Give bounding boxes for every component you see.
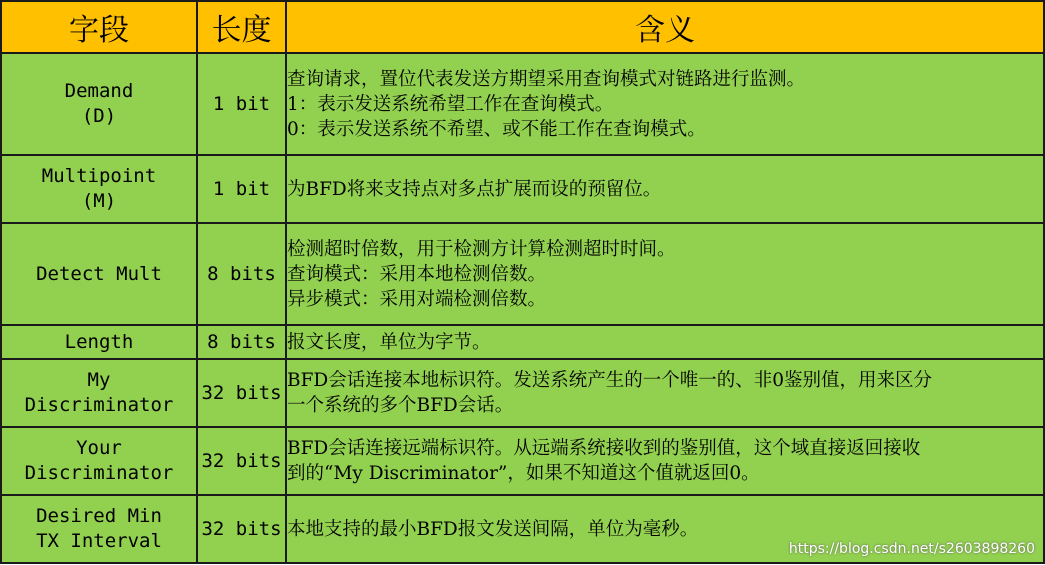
header-length: 长度 [197, 1, 286, 53]
header-meaning: 含义 [286, 1, 1044, 53]
field-meaning-line: 查询模式：采用本地检测倍数。 [287, 263, 547, 285]
field-name-cell [1, 495, 197, 563]
field-meaning-cell [286, 155, 1044, 223]
field-meaning-line: 异步模式：采用对端检测倍数。 [287, 288, 547, 310]
field-meaning-cell [286, 53, 1044, 155]
field-name-line: Multipoint [41, 165, 157, 187]
field-name-line: Discriminator [24, 462, 174, 484]
field-meaning-cell [286, 223, 1044, 325]
field-name-line: Detect Mult [36, 262, 162, 285]
watermark: https://blog.csdn.net/s2603898260 [788, 541, 1035, 557]
field-length-cell: 8 bits [197, 325, 286, 359]
field-length-cell: 32 bits [197, 359, 286, 427]
table-row [1, 359, 1044, 427]
field-name-line: TX Interval [36, 530, 162, 552]
field-meaning-line: BFD会话连接远端标识符。从远端系统接收到的鉴别值，这个域直接返回接收 [287, 438, 921, 459]
field-name-line: (M) [81, 190, 117, 212]
field-length-cell: 32 bits [197, 495, 286, 563]
field-name-line: (D) [81, 105, 117, 127]
field-meaning-line: 报文长度，单位为字节。 [287, 331, 491, 353]
field-name-cell [1, 53, 197, 155]
field-length-cell: 1 bit [197, 155, 286, 223]
field-name-cell [1, 427, 197, 495]
field-name-line: Desired Min [36, 505, 162, 527]
table-row [1, 155, 1044, 223]
field-name-line: Your [76, 437, 122, 459]
field-meaning-cell [286, 427, 1044, 495]
field-meaning-line: 为BFD将来支持点对多点扩展而设的预留位。 [287, 178, 662, 200]
table-row [1, 53, 1044, 155]
field-name-line: My [87, 369, 111, 391]
field-meaning-line: 到的“My Discriminator”，如果不知道这个值就返回0。 [287, 463, 760, 484]
field-name-line: Length [64, 330, 134, 353]
field-name-line: Demand [64, 80, 134, 102]
field-name-cell [1, 155, 197, 223]
field-name-cell [1, 359, 197, 427]
field-meaning-line: 1：表示发送系统希望工作在查询模式。 [287, 93, 614, 115]
field-meaning-line: 0：表示发送系统不希望、或不能工作在查询模式。 [287, 118, 706, 140]
table-row [1, 223, 1044, 325]
table-row [1, 427, 1044, 495]
field-meaning-cell [286, 325, 1044, 359]
field-meaning-cell [286, 359, 1044, 427]
field-length-cell: 1 bit [197, 53, 286, 155]
field-name-cell [1, 223, 197, 325]
table-row [1, 325, 1044, 359]
header-row [1, 1, 1044, 53]
field-meaning-line: 一个系统的多个BFD会话。 [287, 395, 514, 416]
header-field: 字段 [1, 1, 197, 53]
field-meaning-line: BFD会话连接本地标识符。发送系统产生的一个唯一的、非0鉴别值，用来区分 [287, 370, 933, 391]
field-name-cell [1, 325, 197, 359]
field-meaning-line: 查询请求，置位代表发送方期望采用查询模式对链路进行监测。 [287, 68, 806, 90]
field-name-line: Discriminator [24, 394, 174, 416]
field-length-cell: 32 bits [197, 427, 286, 495]
field-meaning-line: 本地支持的最小BFD报文发送间隔，单位为毫秒。 [287, 518, 699, 540]
field-length-cell: 8 bits [197, 223, 286, 325]
field-meaning-line: 检测超时倍数，用于检测方计算检测超时时间。 [287, 238, 676, 260]
